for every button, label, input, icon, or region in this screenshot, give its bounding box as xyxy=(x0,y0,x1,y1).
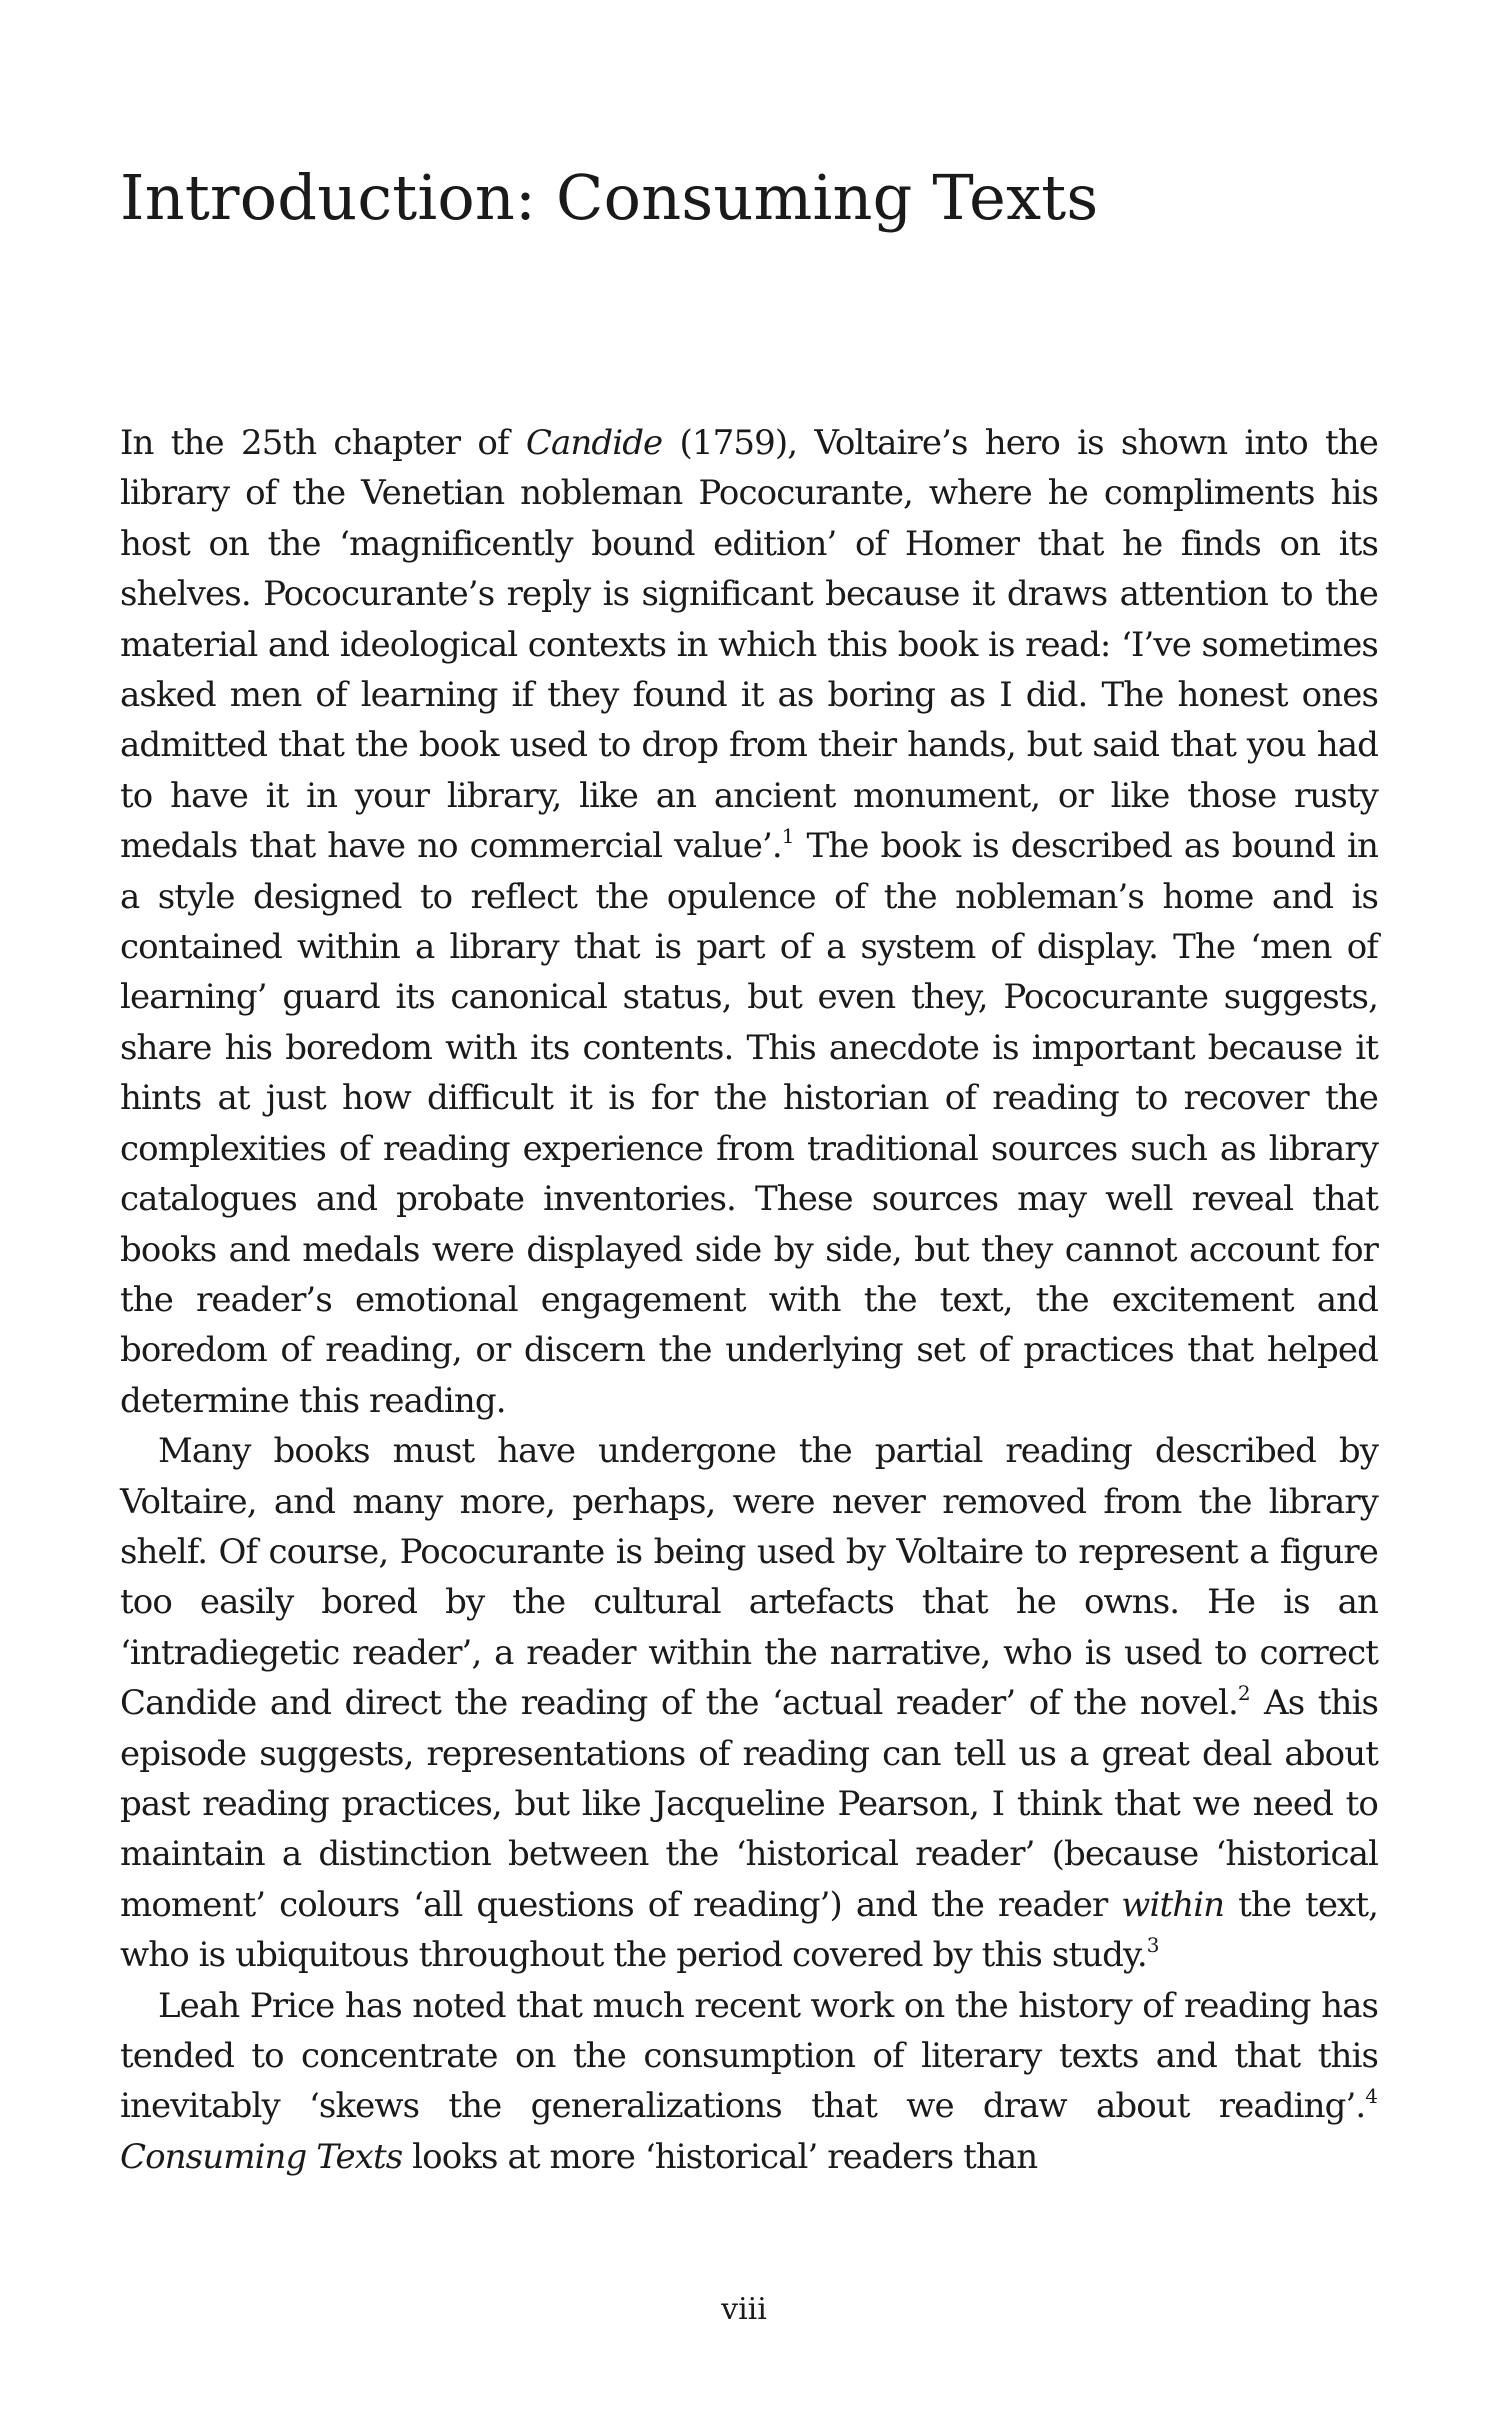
footnote-marker-3: 3 xyxy=(1146,1932,1160,1957)
paragraph-2 xyxy=(120,1426,1378,1980)
paragraph-3 xyxy=(120,1981,1378,2183)
footnote-marker-4: 4 xyxy=(1365,2084,1378,2109)
italic-title-consuming-texts: Consuming Texts xyxy=(120,2136,403,2177)
chapter-title: Introduction: Consuming Texts xyxy=(120,161,1099,234)
text-run: Leah Price has noted that much recent work on the history of reading has tended to concentrate on the consumption of literary texts and that this inevitably ‘skews the generalizations that we draw about reading’. xyxy=(120,1985,1378,2127)
text-run: the text, who is ubiquitous throughout the period covered by this study. xyxy=(120,1884,1378,1976)
text-run: In the 25th chapter of xyxy=(120,423,526,463)
text-run: As this episode suggests, representations of reading can tell us a great deal about past reading practices, but like Jacqueline Pearson, I think that we need to maintain a distinction between the ‘historical reader’ (because ‘historical moment’ colours ‘all questions of reading’) and the reader xyxy=(120,1683,1378,1925)
paragraph-1 xyxy=(120,418,1378,1426)
text-run: Many books must have undergone the partial reading described by Voltaire, and many more, perhaps, were never removed from the library shelf. Of course, Pococurante is being used by Voltaire to represent a figure too easily bored by the cultural artefacts that he owns. He is an ‘intradiegetic reader’, a reader within the narrative, who is used to correct Candide and direct the reading of the ‘actual reader’ of the novel. xyxy=(120,1431,1378,1724)
text-run: The book is described as bound in a style designed to reflect the opulence of the nobleman’s home and is contained within a library that is part of a system of display. The ‘men of learning’ guard its canonical status, but even they, Pococurante suggests, share his boredom with its contents. This anecdote is important because it hints at just how difficult it is for the historian of reading to recover the complexities of reading experience from traditional sources such as library catalogues and probate inventories. These sources may well reveal that books and medals were displayed side by side, but they cannot account for the reader’s emotional engagement with the text, the excitement and boredom of reading, or discern the underlying set of practices that helped determine this reading. xyxy=(120,826,1378,1421)
page-number: viii xyxy=(721,2292,767,2327)
body-text xyxy=(120,418,1378,2182)
footnote-marker-1: 1 xyxy=(781,823,795,848)
footnote-marker-2: 2 xyxy=(1237,1680,1251,1705)
italic-title-candide: Candide xyxy=(525,423,663,463)
italic-emphasis-within: within xyxy=(1121,1884,1225,1925)
text-run: looks at more ‘historical’ readers than xyxy=(402,2136,1038,2177)
text-run: (1759), Voltaire’s hero is shown into the library of the Venetian nobleman Pococurante, where he compliments his host on the ‘magnificently bound edition’ of Homer that he finds on its shelves. Pococurante’s reply is significant because it draws attention to the material and ideological contexts in which this book is read: ‘I’ve sometimes asked men of learning if they found it as boring as I did. The honest ones admitted that the book used to drop from their hands, but said that you had to have it in your library, like an ancient monument, or like those rusty medals that have no commercial value’. xyxy=(120,423,1378,867)
